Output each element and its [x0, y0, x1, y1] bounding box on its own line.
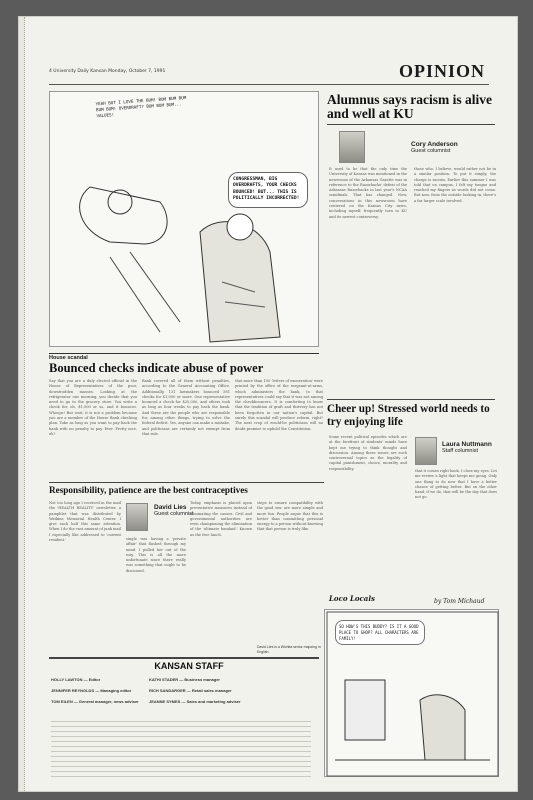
byline-anderson: [411, 141, 481, 155]
column-resp-4: steps to ensure compatibility with the good sex: are more simple and more fun. People argue that this is better than committing personal energy to a person without knowing that that person is truly like.: [257, 501, 323, 532]
masthead-name: HOLLY LAWTON — Editor: [51, 677, 101, 682]
byline-title-lies: Guest columnist: [154, 511, 194, 517]
column-checks-1: Say that you are a duly elected official in the House of Representatives of the poor, downtrodden masses. Looking at the refrigerator one morning, you decide that you need to go to the grocery store. You write a check for, oh, $1,000 or so, and it bounces. Whoops! But wait, it is not a problem because you are a member of the House Bank checking plan. Take as long as you want to pay back the bank with no penalty to pay. Ever. Pretty nice, eh?: [49, 379, 137, 436]
headline-bounced-checks: Bounced checks indicate abuse of power: [49, 361, 264, 375]
column-checks-2: Bank covered all of them without penalties, according to the General Accounting Office. Additionally, 131 lawmakers bounced 581 checks for $1,000 or more. One representative bounced a check for $25,000, and others took as long as four weeks to pay back the bank. And these are the people who are responsible for, among other things, trying to solve the federal deficit. Yes, anyone can make a mistake, and politicians are certainly not exempt from that rule.: [142, 379, 230, 436]
binding-strip: [19, 17, 25, 791]
masthead-rule: [49, 657, 319, 659]
folio-line: 4 University Daily Kansan Monday, October 7, 1991: [49, 69, 166, 74]
column-racism-1: It used to be that the only time the University of Kansas was mentioned in the newsroom of the Arkansas Gazette was in reference to the Razorbacks' defeat of the Arkansas Razorbacks in last year's NCAA semifinals. That has changed. Now, conversations in this newsroom have centered on the Kansas City news, including myself, frequently turn to KU and its newest controversy.: [329, 167, 407, 219]
headline-racism: Alumnus says racism is alive and well at KU: [327, 92, 493, 121]
column-resp-3: Today, emphasis is placed upon preventative measures instead of eliminating the causes. Civil and governmental authorities are even championing the elimination of the 'ultimate bandaid.' Known as the free lunch.: [190, 501, 252, 537]
column-resp-2: single was having a 'private affair' that flashed through my mind. I pulled her out of the way. This is all the more unfortunate since there really was something that ought to be discussed.: [126, 537, 186, 573]
byline-title: Guest columnist: [411, 148, 451, 154]
headline-cheer-up: Cheer up! Stressed world needs to try enjoying life: [327, 403, 490, 428]
cartoon-bottom-balloon: SO HOW'S THIS BUDDY? IS IT A GOOD PLACE TO SHOP? ALL CHARACTERS ARE FAMILY!: [335, 620, 425, 645]
column-cheer-1: Some recent political episodes which are at the forefront of students' minds have kept me trying to think thought and discussion. Among these issues are such controversial topics as the legality of capital punishment, choice, morality and responsibility.: [329, 435, 407, 471]
mugshot-lies: [126, 503, 148, 531]
mugshot-anderson: [339, 131, 365, 163]
masthead-name: JEANNE SYMES — Sales and marketing adviser: [149, 699, 241, 704]
masthead-name: RICH SANDARGER — Retail sales manager: [149, 688, 232, 693]
page-header: [49, 61, 489, 85]
column-resp-1: Not too long ago I received in the mail the 'HEALTH REALITY' newsletter, a pamphlet that was distributed by Watkins Memorial Health Center. I give each half this same attention. When I do the vast amount of junk mail I especially like addressed to 'current resident.': [49, 501, 121, 543]
masthead-name: KATHI STADER — Business manager: [149, 677, 220, 682]
masthead-name: JENNIFER REYNOLDS — Managing editor: [51, 688, 132, 693]
rule-cheer: [327, 399, 495, 400]
kicker-house-scandal: House scandal: [49, 353, 319, 361]
byline-nuttmann: [442, 441, 497, 455]
column-racism-2: those who, I believe, would rather not be in a similar position. To put it simply, the charge is racism. Earlier this summer I was told that on campus, I felt my tongue and reached my fingers as words did not come. But now, from the outside looking in, there's a far larger scale involved.: [414, 167, 496, 203]
rule-responsibility: [49, 482, 324, 483]
byline-name-nuttmann: Laura Nuttmann: [442, 441, 492, 448]
masthead-left: [51, 677, 141, 704]
column-cheer-2: that it comes right back, I close my eyes. Let me review a light that keeps me going. Only one thing to do now that I have a better chance of getting better. But on the other hand, if we do, that will be the day that does not go.: [415, 469, 497, 500]
mugshot-nuttmann: [415, 437, 437, 465]
headline-responsibility: Responsibility, patience are the best contraceptives: [49, 485, 248, 495]
rule-racism: [327, 124, 495, 125]
strip-title: Loco Locals: [329, 594, 375, 603]
newspaper-page: [18, 16, 518, 792]
column-checks-3: that more than 100 'letters of exoneration' were printed by the office of the sergeant-at-arms, which administers the bank, to that representatives could say that it was not among the checkbouncers. It is comforting to know that the tradition of graft and thievery has not been forgotten in our nation's capital. But surely this scandal will produce reform, right? The next crop of would-be politicians will no doubt promise to uphold the Constitution.: [235, 379, 323, 431]
masthead-title: KANSAN STAFF: [154, 661, 224, 671]
author-note-lies: David Lies is a Wichita senior majoring in English.: [257, 645, 321, 654]
cartoon-credit: by Tom Michaud: [434, 598, 485, 605]
editorial-cartoon-top: [49, 91, 319, 347]
section-title: OPINION: [398, 61, 485, 81]
masthead-right: [149, 677, 249, 704]
cartoon-drawing: [50, 92, 320, 348]
byline-title-nuttmann: Staff columnist: [442, 448, 478, 454]
cartoon-balloon-right: CONGRESSMAN, BIG OVERDRAFTS, YOUR CHECKS BOUNCED! BUT... THIS IS POLITICALLY INCORRECTED!: [228, 172, 308, 208]
masthead-name: TOM EILEN — General manager, news adviser: [51, 699, 139, 704]
byline-name-lies: David Lies: [154, 504, 187, 511]
cartoon-balloon-left: YEAH BUT I LOVE THE BUM! BUM BUM BUM BUM BUM! OVERDRAFT? BUM BUM BUM... VALUES!: [95, 95, 187, 119]
byline-name: Cory Anderson: [411, 141, 458, 148]
masthead-staff-list: [51, 717, 311, 777]
